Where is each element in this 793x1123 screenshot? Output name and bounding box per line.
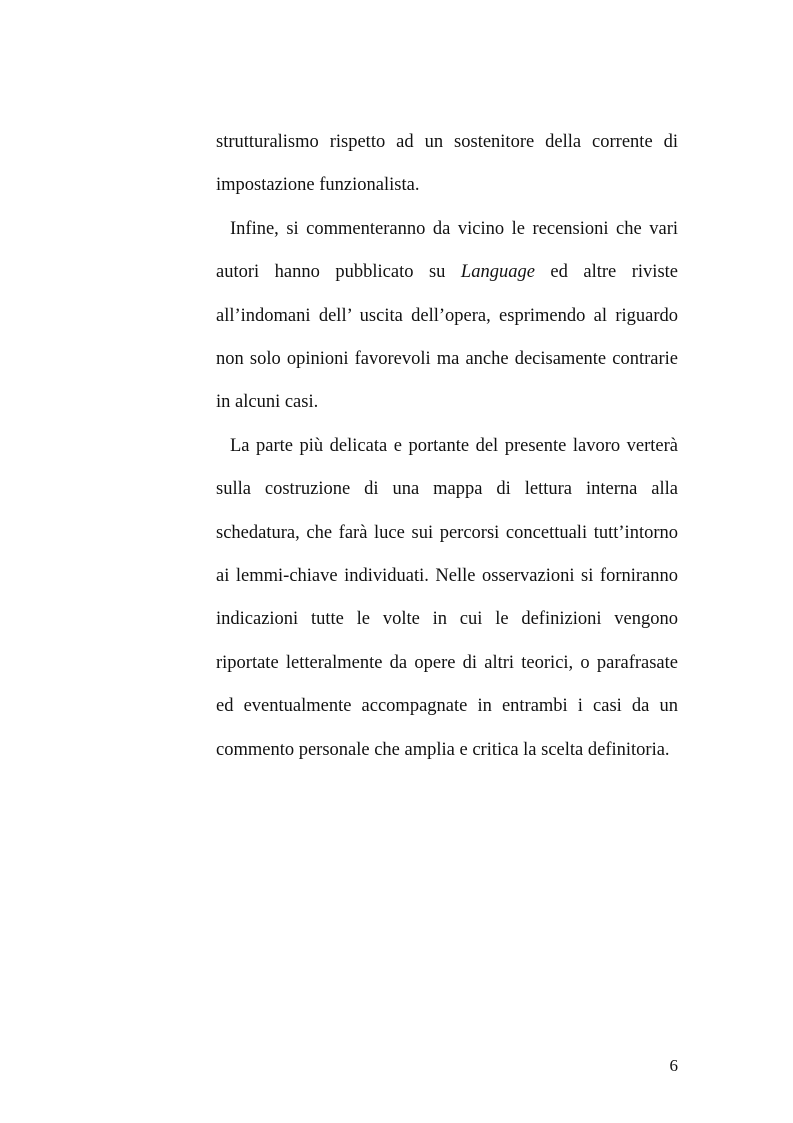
paragraph-1-text: strutturalismo rispetto ad un sostenitore della corrente di impostazione funzionalista. xyxy=(216,132,678,196)
paragraph-3-text: La parte più delicata e portante del presente lavoro verterà sulla costruzione di una mappa di lettura interna alla schedatura, che farà luce sui percorsi concettuali tutt’intorno ai lemmi-chiave individuati. Nelle osservazioni si forniranno indicazioni tutte le volte in cui le definizioni vengono riportate letteralmente da opere di altri teorici, o parafrasate ed eventualmente accompagnate in entrambi i casi da un commento personale che amplia e critica la scelta definitoria. xyxy=(216,435,678,760)
page-number: 6 xyxy=(669,1056,678,1075)
journal-title-language: Language xyxy=(460,262,535,283)
paragraph-reading-map xyxy=(216,425,678,772)
paragraph-2-text-after: ed altre riviste all’indomani dell’ uscita dell’opera, esprimendo al riguardo non solo opinioni favorevoli ma anche decisamente contrarie in alcuni casi. xyxy=(216,262,678,413)
paragraph-reviews xyxy=(216,208,678,425)
body-text xyxy=(216,121,678,772)
paragraph-continuation xyxy=(216,121,678,208)
paragraph-2-text-before: Infine, si commenteranno da vicino le recensioni che vari autori hanno pubblicato su xyxy=(216,218,678,283)
